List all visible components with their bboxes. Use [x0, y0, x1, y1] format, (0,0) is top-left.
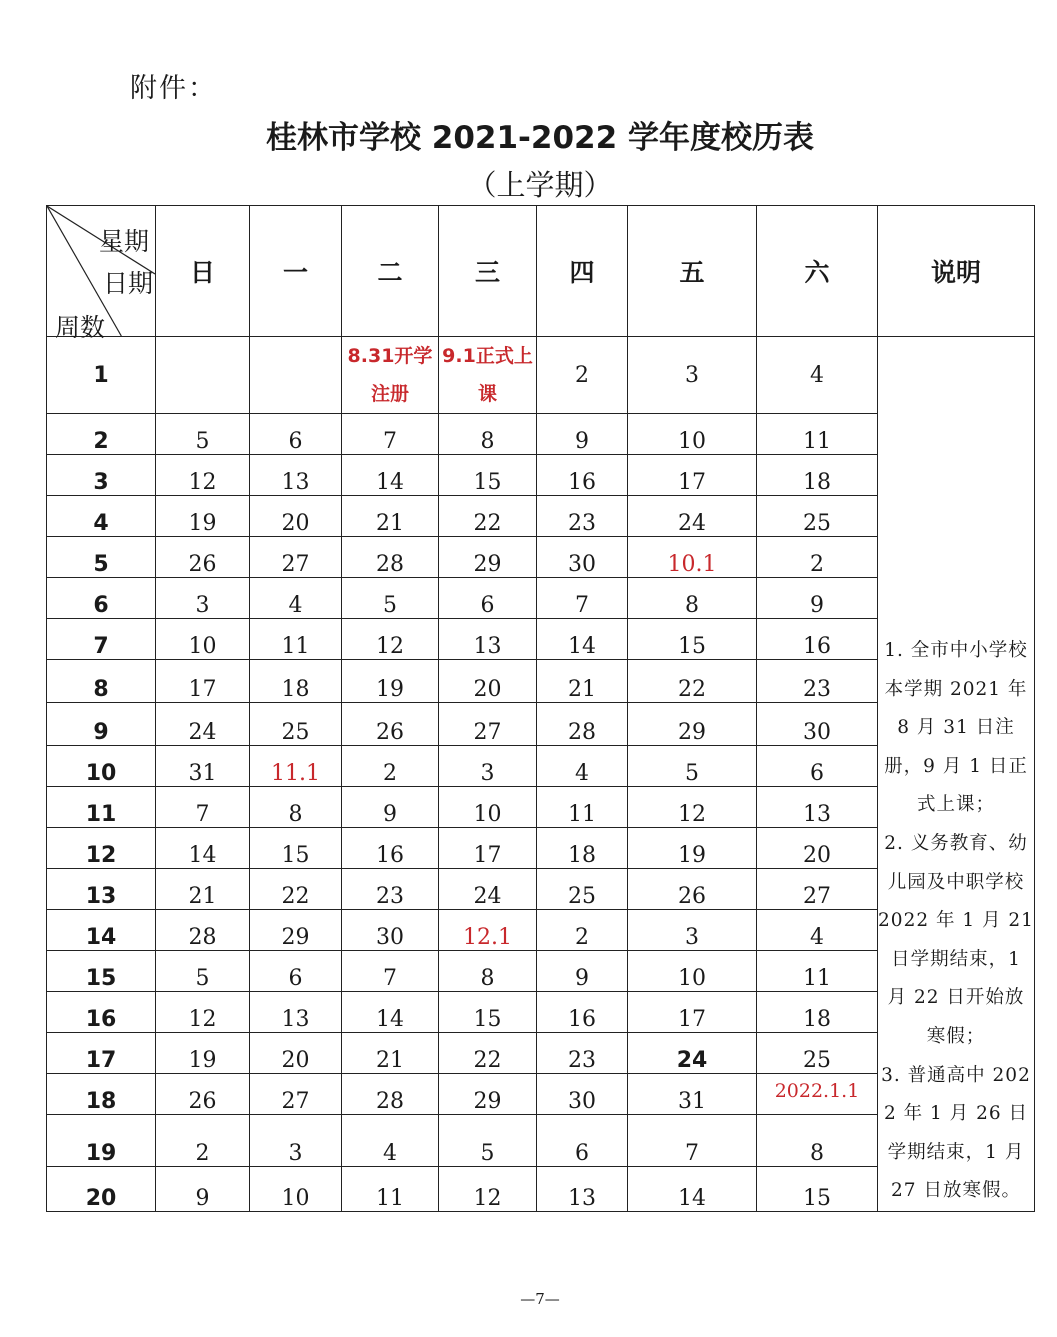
date-cell: 13 — [757, 787, 878, 828]
date-cell: 20 — [757, 828, 878, 869]
date-cell: 29 — [250, 910, 342, 951]
date-cell: 15 — [628, 619, 757, 660]
date-cell: 17 — [156, 660, 250, 703]
corner-label-week-number: 周数 — [55, 313, 106, 342]
date-cell: 30 — [537, 1074, 628, 1115]
date-cell: 29 — [439, 1074, 537, 1115]
date-cell: 5 — [156, 951, 250, 992]
date-cell: 2 — [537, 337, 628, 414]
date-cell: 25 — [757, 1033, 878, 1074]
table-row — [47, 337, 1035, 414]
date-cell: 2 — [156, 1115, 250, 1167]
date-cell: 15 — [439, 455, 537, 496]
week-number-cell: 17 — [47, 1033, 156, 1074]
date-cell: 18 — [250, 660, 342, 703]
week-number-cell: 15 — [47, 951, 156, 992]
date-cell: 14 — [342, 455, 439, 496]
date-cell: 26 — [342, 703, 439, 746]
date-cell: 2022.1.1 — [757, 1074, 878, 1115]
date-cell: 10 — [156, 619, 250, 660]
date-cell — [250, 337, 342, 414]
date-cell: 23 — [537, 1033, 628, 1074]
date-cell: 12 — [342, 619, 439, 660]
header-day-thu: 四 — [537, 206, 628, 337]
date-cell: 22 — [250, 869, 342, 910]
date-cell: 12 — [156, 992, 250, 1033]
date-cell: 31 — [628, 1074, 757, 1115]
date-cell: 17 — [628, 455, 757, 496]
date-cell: 12 — [439, 1167, 537, 1212]
date-cell: 25 — [757, 496, 878, 537]
week-number-cell: 14 — [47, 910, 156, 951]
date-cell: 3 — [628, 910, 757, 951]
date-cell: 15 — [250, 828, 342, 869]
date-cell: 12.1 — [439, 910, 537, 951]
date-cell: 14 — [537, 619, 628, 660]
date-cell: 2 — [342, 746, 439, 787]
week-number-cell: 3 — [47, 455, 156, 496]
week-number-cell: 8 — [47, 660, 156, 703]
header-day-tue: 二 — [342, 206, 439, 337]
week-number-cell: 16 — [47, 992, 156, 1033]
date-cell: 24 — [628, 1033, 757, 1074]
date-cell: 4 — [537, 746, 628, 787]
date-cell: 18 — [757, 992, 878, 1033]
note-item: 2. 义务教育、幼儿园及中职学校 2022 年 1 月 21 日学期结束，1 月 22 日开始放寒假； — [878, 833, 1034, 1048]
date-cell: 8 — [439, 951, 537, 992]
date-cell: 3 — [628, 337, 757, 414]
date-cell: 3 — [156, 578, 250, 619]
date-cell: 27 — [250, 537, 342, 578]
date-cell: 12 — [156, 455, 250, 496]
date-cell: 24 — [439, 869, 537, 910]
date-cell: 10 — [250, 1167, 342, 1212]
week-number-cell: 1 — [47, 337, 156, 414]
date-cell: 19 — [342, 660, 439, 703]
date-cell: 11 — [757, 951, 878, 992]
date-cell: 13 — [537, 1167, 628, 1212]
date-cell: 7 — [156, 787, 250, 828]
header-day-mon: 一 — [250, 206, 342, 337]
date-cell: 15 — [757, 1167, 878, 1212]
notes-cell — [878, 337, 1035, 1212]
date-cell: 6 — [250, 414, 342, 455]
date-cell: 22 — [439, 1033, 537, 1074]
week-number-cell: 5 — [47, 537, 156, 578]
date-cell: 14 — [156, 828, 250, 869]
date-cell: 13 — [250, 455, 342, 496]
date-cell: 29 — [439, 537, 537, 578]
date-cell: 10 — [628, 414, 757, 455]
date-cell: 21 — [537, 660, 628, 703]
date-cell: 21 — [156, 869, 250, 910]
date-cell: 12 — [628, 787, 757, 828]
date-cell: 27 — [757, 869, 878, 910]
date-cell: 15 — [439, 992, 537, 1033]
date-cell: 6 — [439, 578, 537, 619]
date-cell: 9 — [156, 1167, 250, 1212]
date-cell: 18 — [537, 828, 628, 869]
school-calendar-table — [46, 205, 1035, 1212]
header-day-fri: 五 — [628, 206, 757, 337]
date-cell: 14 — [342, 992, 439, 1033]
date-cell: 28 — [537, 703, 628, 746]
date-cell: 17 — [439, 828, 537, 869]
date-cell: 16 — [537, 455, 628, 496]
page-number: —7— — [520, 1290, 560, 1308]
date-cell: 27 — [439, 703, 537, 746]
date-cell: 3 — [439, 746, 537, 787]
calendar-body — [47, 337, 1035, 1212]
date-cell: 27 — [250, 1074, 342, 1115]
date-cell: 6 — [250, 951, 342, 992]
date-cell: 23 — [757, 660, 878, 703]
date-cell: 19 — [156, 496, 250, 537]
date-cell — [156, 337, 250, 414]
header-notes: 说明 — [878, 206, 1035, 337]
date-cell: 7 — [342, 414, 439, 455]
date-cell: 13 — [250, 992, 342, 1033]
date-cell: 21 — [342, 1033, 439, 1074]
date-cell: 8 — [757, 1115, 878, 1167]
date-cell: 7 — [628, 1115, 757, 1167]
header-day-sat: 六 — [757, 206, 878, 337]
date-cell: 18 — [757, 455, 878, 496]
date-cell: 28 — [342, 537, 439, 578]
date-cell: 8 — [250, 787, 342, 828]
week-number-cell: 9 — [47, 703, 156, 746]
date-cell: 10.1 — [628, 537, 757, 578]
date-cell: 16 — [537, 992, 628, 1033]
date-cell: 2 — [757, 537, 878, 578]
week-number-cell: 13 — [47, 869, 156, 910]
date-cell: 14 — [628, 1167, 757, 1212]
week-number-cell: 11 — [47, 787, 156, 828]
date-cell: 30 — [537, 537, 628, 578]
date-cell: 11 — [250, 619, 342, 660]
date-cell: 30 — [342, 910, 439, 951]
page-subtitle: （上学期） — [467, 168, 613, 202]
date-cell: 9 — [537, 414, 628, 455]
date-cell: 20 — [250, 1033, 342, 1074]
date-cell: 20 — [250, 496, 342, 537]
date-cell: 25 — [250, 703, 342, 746]
date-cell: 31 — [156, 746, 250, 787]
week-number-cell: 2 — [47, 414, 156, 455]
date-cell: 26 — [628, 869, 757, 910]
date-cell: 26 — [156, 537, 250, 578]
header-day-wed: 三 — [439, 206, 537, 337]
corner-cell — [47, 206, 156, 342]
date-cell: 25 — [537, 869, 628, 910]
note-item: 3. 普通高中 2022 年 1 月 26 日学期结束，1 月 27 日放寒假。 — [881, 1064, 1031, 1202]
note-item: 1. 全市中小学校本学期 2021 年 8 月 31 日注册，9 月 1 日正式上课； — [884, 640, 1028, 816]
date-cell: 21 — [342, 496, 439, 537]
date-cell: 16 — [342, 828, 439, 869]
date-cell: 24 — [156, 703, 250, 746]
week-number-cell: 6 — [47, 578, 156, 619]
date-cell: 23 — [342, 869, 439, 910]
date-cell: 5 — [628, 746, 757, 787]
date-cell: 13 — [439, 619, 537, 660]
date-cell: 23 — [537, 496, 628, 537]
date-cell: 6 — [537, 1115, 628, 1167]
date-cell: 10 — [439, 787, 537, 828]
date-cell: 6 — [757, 746, 878, 787]
date-cell: 19 — [628, 828, 757, 869]
date-cell: 11.1 — [250, 746, 342, 787]
date-cell: 8 — [628, 578, 757, 619]
date-cell: 22 — [628, 660, 757, 703]
date-cell: 5 — [439, 1115, 537, 1167]
header-row — [47, 206, 1035, 337]
date-cell: 24 — [628, 496, 757, 537]
date-cell: 3 — [250, 1115, 342, 1167]
page-title: 桂林市学校 2021-2022 学年度校历表 — [265, 120, 814, 156]
date-cell: 10 — [628, 951, 757, 992]
date-cell: 30 — [757, 703, 878, 746]
week-number-cell: 4 — [47, 496, 156, 537]
attachment-label: 附件： — [130, 73, 217, 104]
date-cell: 11 — [537, 787, 628, 828]
date-cell: 16 — [757, 619, 878, 660]
date-cell: 11 — [342, 1167, 439, 1212]
date-cell: 19 — [156, 1033, 250, 1074]
week-number-cell: 10 — [47, 746, 156, 787]
date-cell: 7 — [342, 951, 439, 992]
date-cell: 2 — [537, 910, 628, 951]
date-cell: 17 — [628, 992, 757, 1033]
header-day-sun: 日 — [156, 206, 250, 337]
date-cell: 7 — [537, 578, 628, 619]
date-cell: 9 — [342, 787, 439, 828]
week-number-cell: 19 — [47, 1115, 156, 1167]
week-number-cell: 7 — [47, 619, 156, 660]
date-cell: 4 — [757, 910, 878, 951]
week-number-cell: 20 — [47, 1167, 156, 1212]
date-cell: 11 — [757, 414, 878, 455]
date-cell: 28 — [156, 910, 250, 951]
corner-label-date: 日期 — [103, 269, 154, 298]
week-number-cell: 12 — [47, 828, 156, 869]
date-cell: 9.1正式上课 — [439, 337, 537, 414]
date-cell: 8 — [439, 414, 537, 455]
date-cell: 4 — [757, 337, 878, 414]
corner-label-weekday: 星期 — [99, 227, 150, 256]
date-cell: 29 — [628, 703, 757, 746]
date-cell: 22 — [439, 496, 537, 537]
date-cell: 9 — [757, 578, 878, 619]
date-cell: 8.31开学注册 — [342, 337, 439, 414]
week-number-cell: 18 — [47, 1074, 156, 1115]
date-cell: 9 — [537, 951, 628, 992]
date-cell: 4 — [250, 578, 342, 619]
date-cell: 26 — [156, 1074, 250, 1115]
date-cell: 5 — [156, 414, 250, 455]
date-cell: 5 — [342, 578, 439, 619]
date-cell: 20 — [439, 660, 537, 703]
date-cell: 28 — [342, 1074, 439, 1115]
date-cell: 4 — [342, 1115, 439, 1167]
